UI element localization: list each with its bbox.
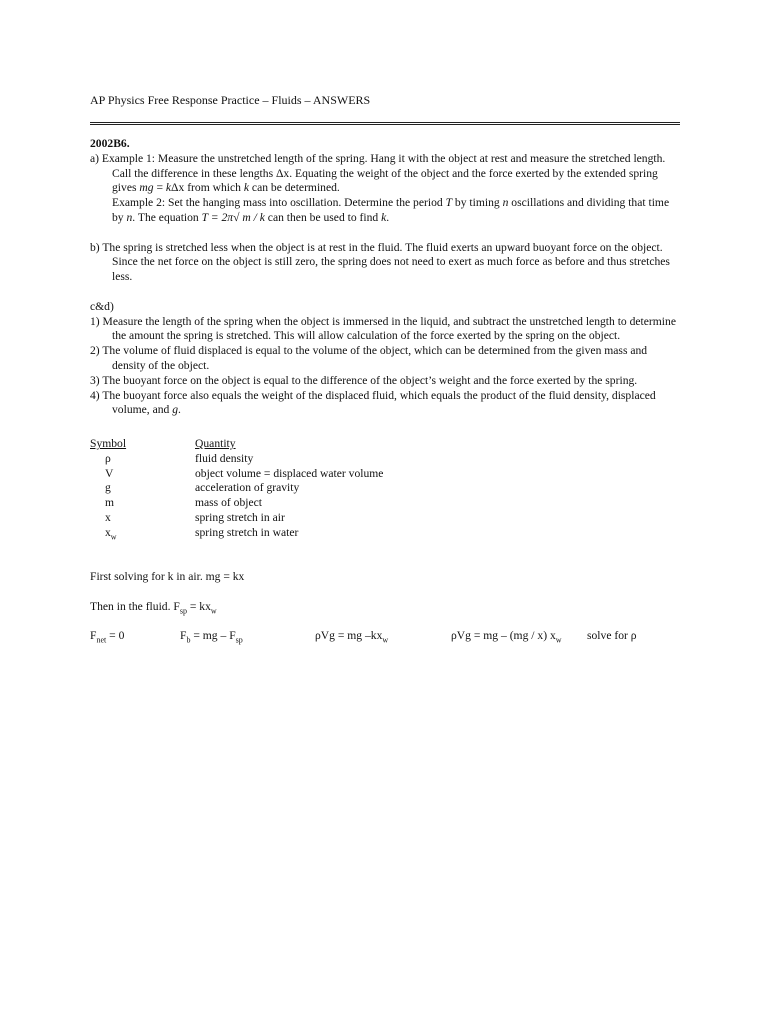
- solve-for-rho: solve for ρ: [587, 629, 637, 643]
- part-cd-item-3: 3) The buoyant force on the object is equal to the difference of the object’s weight and the force exerted by the spring.: [90, 373, 638, 387]
- symbol-cell: x: [105, 510, 111, 524]
- symbol-table: [90, 437, 383, 541]
- table-row: [90, 452, 383, 467]
- equation-buoyant-force: $F_b$ = mg – $F_{sp}$: [180, 629, 243, 645]
- symbol-cell: ρ: [105, 451, 111, 465]
- symbol-table-header: [90, 437, 383, 452]
- equation-row: [90, 629, 680, 647]
- solution-line-2: Then in the fluid. $F_{sp} = kx_w$: [90, 599, 217, 616]
- table-row: [90, 526, 383, 541]
- part-b-answer: b) The spring is stretched less when the object is at rest in the fluid. The fluid exerts an upward buoyant force on the object. Since the net force on the object is still zero, the spring does not need to exert as much force as before and thus stretches less.: [90, 240, 670, 284]
- quantity-header: Quantity: [195, 436, 236, 450]
- symbol-cell: $x_w$: [105, 525, 117, 542]
- solution-line-1: First solving for k in air. mg = kx: [90, 570, 245, 584]
- symbol-header: Symbol: [90, 436, 127, 450]
- quantity-cell: spring stretch in water: [195, 525, 299, 539]
- part-cd-item-2: 2) The volume of fluid displaced is equal to the volume of the object, which can be determined from the given mass and density of the object.: [90, 344, 648, 372]
- equation-net-force: $F_{net} = 0$: [90, 629, 125, 645]
- table-row: [90, 467, 383, 482]
- equation-density-1: ρVg = mg $-kx_w$: [315, 629, 389, 645]
- symbol-cell: g: [105, 481, 111, 495]
- part-cd-item-4: 4) The buoyant force also equals the weight of the displaced fluid, which equals the product of the fluid density, displaced volume, and g.: [90, 388, 656, 417]
- double-rule-divider: [90, 122, 680, 125]
- quantity-cell: acceleration of gravity: [195, 481, 300, 495]
- symbol-cell: V: [105, 466, 114, 480]
- table-row: [90, 511, 383, 526]
- part-a-example-2: Example 2: Set the hanging mass into oscillation. Determine the period T by timing n oscillations and dividing that time by n. The equation T = 2π√ m / k can then be used to find k.: [112, 196, 670, 224]
- table-row: [90, 496, 383, 511]
- quantity-cell: spring stretch in air: [195, 510, 285, 524]
- part-a-example-1: a) Example 1: Measure the unstretched length of the spring. Hang it with the object at rest and measure the stretched length. Call the difference in these lengths Δx. Equating the weight of the object and the force exerted by the extended spring gives mg = kΔx from which k can be determined.: [90, 151, 666, 195]
- problem-id: 2002B6.: [90, 137, 130, 150]
- part-cd-item-1: 1) Measure the length of the spring when the object is immersed in the liquid, and subtract the unstretched length to determine the amount the spring is stretched. This will allow calculation of the force exerted by the spring on the object.: [90, 314, 676, 343]
- document-page: [90, 92, 680, 647]
- document-title: AP Physics Free Response Practice – Fluids – ANSWERS: [90, 93, 371, 107]
- quantity-cell: mass of object: [195, 496, 262, 510]
- quantity-cell: object volume = displaced water volume: [195, 466, 384, 480]
- equation-density-2: ρVg = mg – (mg / x) $x_w$: [451, 629, 562, 645]
- quantity-cell: fluid density: [195, 451, 254, 465]
- symbol-cell: m: [105, 496, 115, 510]
- table-row: [90, 481, 383, 496]
- part-cd-label: c&d): [90, 299, 114, 313]
